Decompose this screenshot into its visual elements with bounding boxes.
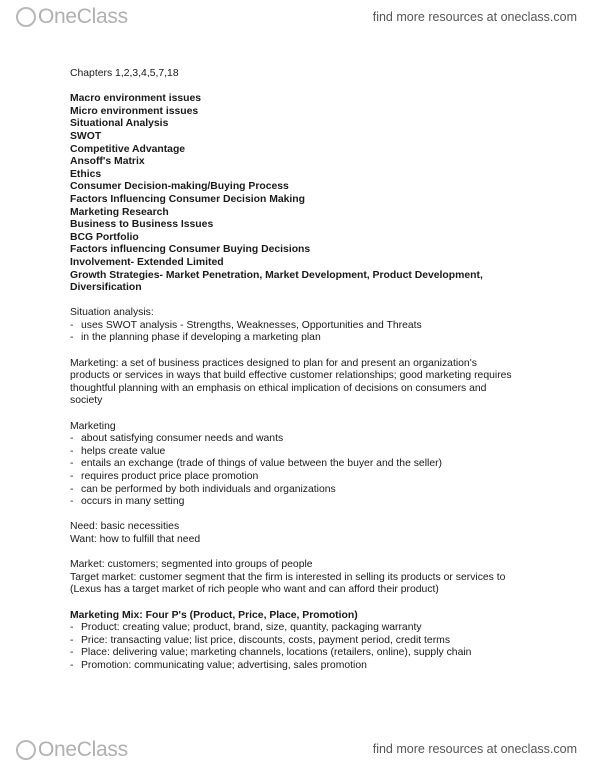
topic-item: Ethics [70,168,102,180]
need-definition: Need: basic necessities [70,521,180,533]
topic-item: Involvement- Extended Limited [70,256,224,268]
bullet-text: helps create value [81,445,166,457]
bullet-item: - requires product price place promotion [70,471,259,482]
topic-item: SWOT [70,130,102,142]
bullet-item: - Promotion: communicating value; advertising, sales promotion [70,659,367,671]
logo-text: OneClass [38,5,128,28]
topic-item: Growth Strategies- Market Penetration, Market Development, Product Development, [70,269,483,281]
topic-item: Situational Analysis [70,118,169,130]
topic-item: Marketing Research [70,206,169,218]
situation-title: Situation analysis: [70,307,154,319]
market-line: Market: customers; segmented into groups of people [70,559,313,571]
bullet-text: Place: delivering value; marketing channels, locations (retailers, online), supply chain [81,647,472,659]
bullet-item: - can be performed by both individuals and organizations [70,483,336,495]
topic-item: Ansoff's Matrix [70,156,145,168]
market-line: Target market: customer segment that the firm is interested in selling its products or services to [70,571,506,583]
bullet-item: - Price: transacting value; list price, discounts, costs, payment period, credit terms [70,634,451,646]
bullet-item: - about satisfying consumer needs and wants [70,433,284,445]
topic-item: BCG Portfolio [70,231,139,243]
topic-item: Diversification [70,282,142,294]
marketing-definition-line: products or services in ways that build effective customer relationships; good marketing requires [70,370,512,382]
bullet-item: - helps create value [70,445,166,457]
bullet-text: Promotion: communicating value; advertising, sales promotion [81,659,367,671]
bullet-item: - occurs in many setting [70,496,185,508]
logo-circle-icon [16,7,36,27]
oneclass-logo[interactable] [16,6,128,28]
marketing-definition-line: society [70,395,103,407]
page-header [0,0,595,34]
topic-item: Competitive Advantage [70,143,186,155]
bullet-text: uses SWOT analysis - Strengths, Weaknesses, Opportunities and Threats [81,319,422,331]
bullet-item: - Product: creating value; product, brand, size, quantity, packaging warranty [70,622,422,634]
document-body [70,68,575,673]
bullet-text: Product: creating value; product, brand, size, quantity, packaging warranty [81,622,422,634]
bullet-item: - entails an exchange (trade of things of value between the buyer and the seller) [70,458,443,470]
marketing-definition-line: thoughtful planning with an emphasis on ethical implication of decisions on consumers and [70,382,487,394]
bullet-item: - in the planning phase if developing a marketing plan [70,332,321,344]
bullet-text: entails an exchange (trade of things of value between the buyer and the seller) [81,458,443,470]
topic-item: Consumer Decision-making/Buying Process [70,181,289,193]
marketing-mix-title: Marketing Mix: Four P's (Product, Price, Place, Promotion) [70,609,358,621]
bullet-text: Price: transacting value; list price, discounts, costs, payment period, credit terms [81,634,451,646]
marketing-title: Marketing [70,420,116,432]
topics-list [70,93,575,295]
footer-tagline[interactable]: find more resources at oneclass.com [372,742,577,756]
bullet-text: about satisfying consumer needs and wants [81,433,284,445]
topic-item: Business to Business Issues [70,219,214,231]
logo-circle-icon [16,740,36,760]
bullet-item: - uses SWOT analysis - Strengths, Weaknesses, Opportunities and Threats [70,319,422,331]
bullet-text: in the planning phase if developing a marketing plan [81,332,321,344]
bullet-text: can be performed by both individuals and organizations [81,483,336,495]
bullet-item: - Place: delivering value; marketing channels, locations (retailers, online), supply chain [70,647,472,659]
topic-item: Factors Influencing Consumer Decision Making [70,193,305,205]
topic-item: Macro environment issues [70,93,202,105]
bullet-text: requires product price place promotion [81,471,259,482]
header-tagline[interactable]: find more resources at oneclass.com [372,10,577,24]
bullet-text: occurs in many setting [81,496,185,508]
chapters-line: Chapters 1,2,3,4,5,7,18 [70,68,179,79]
topic-item: Micro environment issues [70,105,199,117]
oneclass-logo-footer[interactable] [16,739,128,761]
logo-text: OneClass [38,738,128,761]
market-line: (Lexus has a target market of rich people who want and can afford their product) [70,584,439,596]
topic-item: Factors influencing Consumer Buying Decisions [70,244,311,256]
marketing-definition-line: Marketing: a set of business practices designed to plan for and present an organization's [70,357,477,369]
want-definition: Want: how to fulfill that need [70,533,201,545]
